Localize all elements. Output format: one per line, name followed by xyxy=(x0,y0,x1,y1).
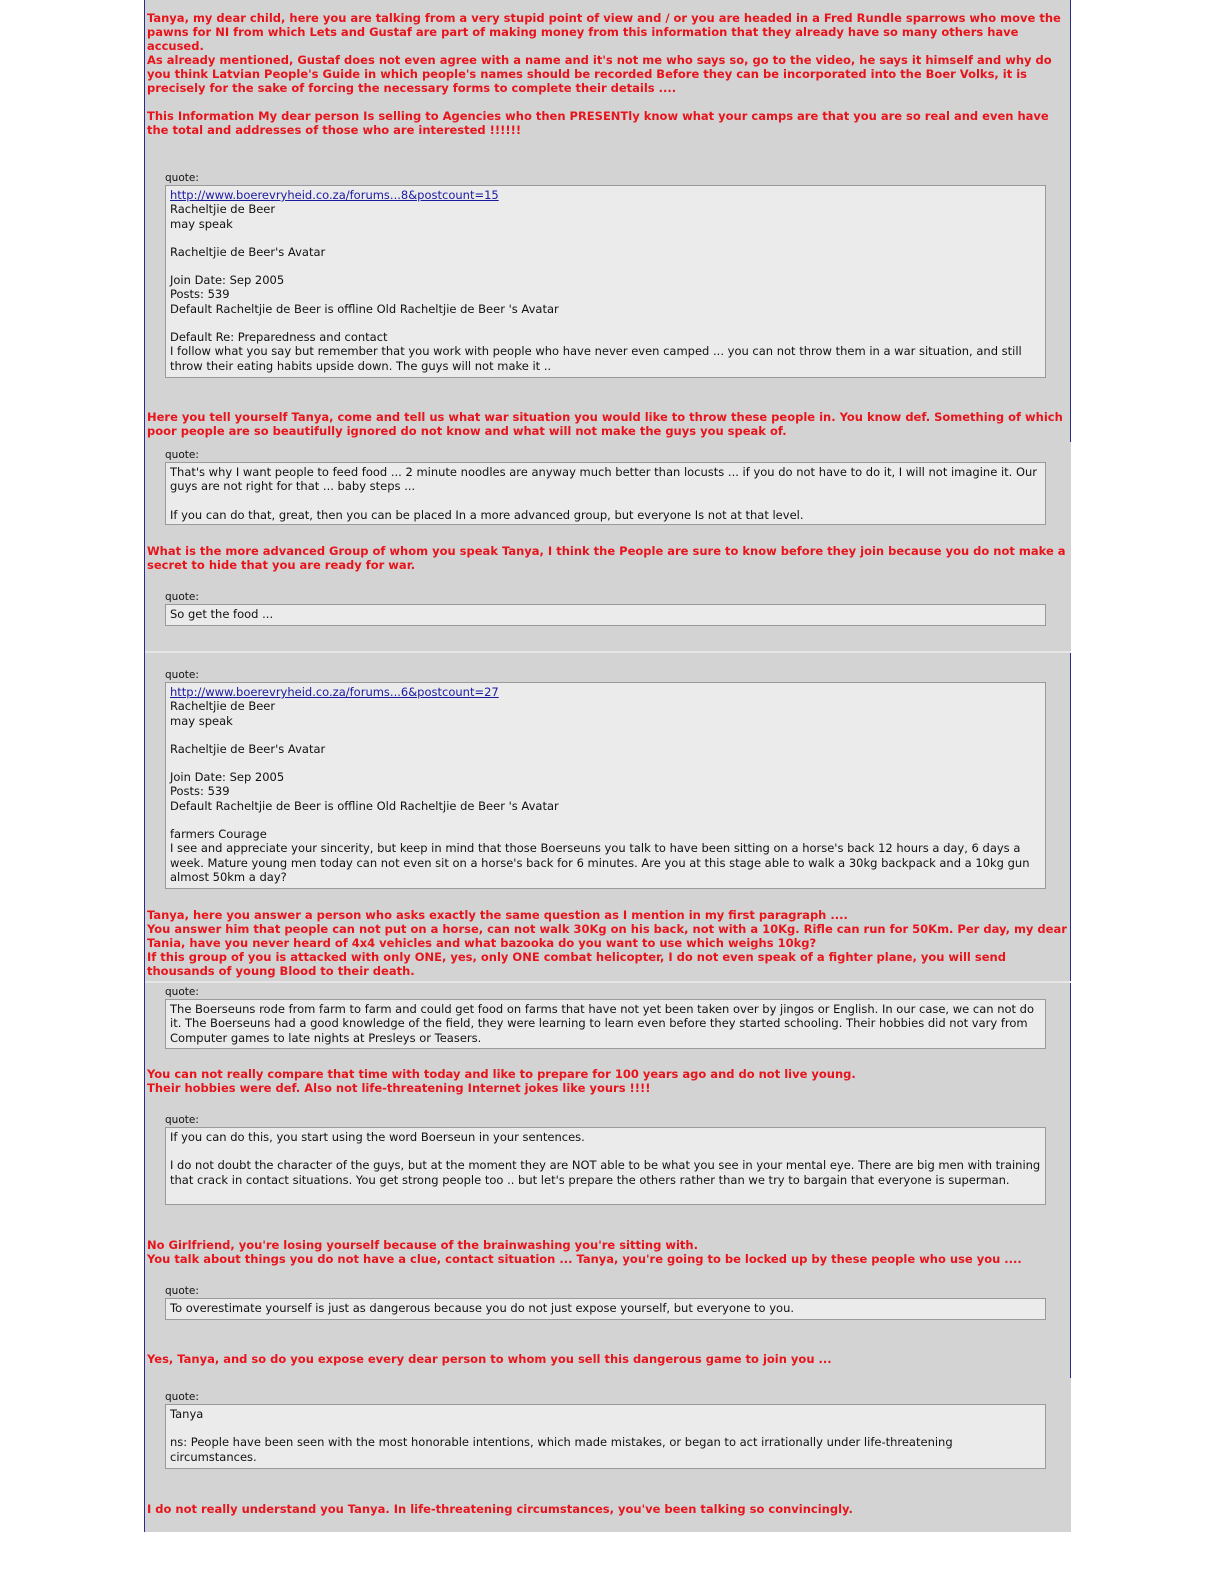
forum-page xyxy=(144,0,1071,1532)
comment-block xyxy=(147,11,1067,137)
quote-box xyxy=(165,999,1046,1049)
quote-line: ns: People have been seen with the most honorable intentions, which made mistakes, or began to act irrationally under life-threatening circumstances. xyxy=(170,1435,953,1464)
comment-line: You talk about things you do not have a clue, contact situation ... Tanya, you're going to be locked up by these people who use you .... xyxy=(147,1252,1022,1266)
quote-link[interactable]: http://www.boerevryheid.co.za/forums...8&postcount=15 xyxy=(170,188,499,202)
comment-line: This Information My dear person Is selling to Agencies who then PRESENTly know what your camps are that you are so real and even have the total and addresses of those who are interested !!!!!! xyxy=(147,109,1049,137)
quote-line: Posts: 539 xyxy=(170,287,230,302)
comment-block xyxy=(147,1352,1067,1366)
quote-line: Default Re: Preparedness and contact xyxy=(170,330,388,345)
quote-line: I follow what you say but remember that you work with people who have never even camped ... you can not throw them in a war situation, and still throw their eating habits upside down. The guys will not make it .. xyxy=(170,344,1022,373)
quote-box xyxy=(165,1127,1046,1205)
quote-box xyxy=(165,185,1046,378)
comment-line: No Girlfriend, you're losing yourself because of the brainwashing you're sitting with. xyxy=(147,1238,698,1252)
right-border xyxy=(1070,0,1071,442)
comment-block xyxy=(147,908,1067,978)
quote-line: I do not doubt the character of the guys, but at the moment they are NOT able to be what you see in your mental eye. There are big men with training that crack in contact situations. You get strong people too .. but let's prepare the others rather than we try to bargain that everyone is superman. xyxy=(170,1158,1041,1187)
comment-block xyxy=(147,1502,1067,1516)
quote-line: That's why I want people to feed food ... 2 minute noodles are anyway much better than locusts ... if you do not have to do it, I will not imagine it. Our guys are not right for that ... baby steps ... xyxy=(170,465,1038,494)
quote-line: Racheltjie de Beer's Avatar xyxy=(170,741,326,756)
quote-line: If you can do that, great, then you can be placed In a more advanced group, but everyone Is not at that level. xyxy=(170,507,804,522)
comment-line: As already mentioned, Gustaf does not even agree with a name and it's not me who says so, go to the video, he says it himself and why do you think Latvian People's Guide in which people's names should be recorded Before they can be incorporated into the Boer Volks, it is precisely for the sake of forcing the necessary forms to complete their details .... xyxy=(147,53,1052,95)
quote-line: I see and appreciate your sincerity, but keep in mind that those Boerseuns you talk to have been sitting on a horse's back 12 hours a day, 6 days a week. Mature young men today can not even sit on a horse's back for 6 minutes. Are you at this stage able to walk a 30kg backpack and a 10kg gun almost 50km a day? xyxy=(170,841,1030,884)
post-separator xyxy=(145,981,1071,983)
right-border xyxy=(1070,982,1071,1378)
comment-block xyxy=(147,544,1067,572)
quote-box xyxy=(165,1298,1046,1320)
comment-line: Tanya, my dear child, here you are talking from a very stupid point of view and / or you are headed in a Fred Rundle sparrows who move the pawns for NI from which Lets and Gustaf are part of making money from this information that they already have so many others have accused. xyxy=(147,11,1061,53)
quote-line: So get the food ... xyxy=(170,607,274,621)
comment-line: What is the more advanced Group of whom you speak Tanya, I think the People are sure to know before they join because you do not make a secret to hide that you are ready for war. xyxy=(147,544,1066,572)
right-border xyxy=(1070,652,1071,982)
quote-line: Join Date: Sep 2005 xyxy=(170,770,285,785)
quote-line: Posts: 539 xyxy=(170,784,230,799)
comment-line: You can not really compare that time with today and like to prepare for 100 years ago and do not live young. xyxy=(147,1067,856,1081)
comment-spacer xyxy=(147,95,1067,109)
quote-line: Tanya xyxy=(170,1407,204,1421)
quote-line: farmers Courage xyxy=(170,827,267,842)
comment-block xyxy=(147,1067,1067,1095)
quote-line: Racheltjie de Beer's Avatar xyxy=(170,244,326,259)
comment-line: Tanya, here you answer a person who asks exactly the same question as I mention in my first paragraph .... xyxy=(147,908,848,922)
comment-block xyxy=(147,410,1067,438)
quote-label: quote: xyxy=(165,449,199,461)
quote-link[interactable]: http://www.boerevryheid.co.za/forums...6&postcount=27 xyxy=(170,685,499,699)
quote-line: The Boerseuns rode from farm to farm and could get food on farms that have not yet been taken over by jingos or English. In our case, we can not do it. The Boerseuns had a good knowledge of the field, they were learning to learn even before they started schooling. Their hobbies did not vary from Computer games to late nights at Presleys or Teasers. xyxy=(170,1002,1035,1045)
quote-line: To overestimate yourself is just as dangerous because you do not just expose yourself, but everyone to you. xyxy=(170,1301,795,1315)
comment-line: Here you tell yourself Tanya, come and tell us what war situation you would like to throw these people in. You know def. Something of which poor people are so beautifully ignored do not know and what will not make the guys you speak of. xyxy=(147,410,1063,438)
comment-line: Their hobbies were def. Also not life-threatening Internet jokes like yours !!!! xyxy=(147,1081,651,1095)
quote-line: may speak xyxy=(170,713,233,728)
comment-line: Yes, Tanya, and so do you expose every dear person to whom you sell this dangerous game to join you ... xyxy=(147,1352,832,1366)
quote-line: If you can do this, you start using the word Boerseun in your sentences. xyxy=(170,1130,585,1144)
quote-box xyxy=(165,462,1046,525)
quote-line: Racheltjie de Beer xyxy=(170,699,276,714)
quote-line: Racheltjie de Beer xyxy=(170,202,276,217)
post-separator xyxy=(145,651,1071,653)
quote-box xyxy=(165,604,1046,626)
comment-line: You answer him that people can not put on a horse, can not walk 30Kg on his back, not with a 10Kg. Rifle can run for 50Km. Per day, my dear Tania, have you never heard of 4x4 vehicles and what bazooka do you want to use which weighs 10kg? xyxy=(147,922,1067,950)
quote-line: Join Date: Sep 2005 xyxy=(170,273,285,288)
quote-label: quote: xyxy=(165,1114,199,1126)
quote-label: quote: xyxy=(165,591,199,603)
comment-block xyxy=(147,1238,1067,1266)
quote-label: quote: xyxy=(165,669,199,681)
quote-label: quote: xyxy=(165,986,199,998)
quote-line: Default Racheltjie de Beer is offline Old Racheltjie de Beer 's Avatar xyxy=(170,798,559,813)
quote-label: quote: xyxy=(165,172,199,184)
comment-line: I do not really understand you Tanya. In life-threatening circumstances, you've been talking so convincingly. xyxy=(147,1502,853,1516)
comment-line: If this group of you is attacked with only ONE, yes, only ONE combat helicopter, I do not even speak of a fighter plane, you will send thousands of young Blood to their death. xyxy=(147,950,1006,978)
quote-line: may speak xyxy=(170,216,233,231)
quote-box xyxy=(165,682,1046,889)
quote-box xyxy=(165,1404,1046,1469)
quote-line: Default Racheltjie de Beer is offline Old Racheltjie de Beer 's Avatar xyxy=(170,301,559,316)
quote-label: quote: xyxy=(165,1285,199,1297)
quote-label: quote: xyxy=(165,1391,199,1403)
